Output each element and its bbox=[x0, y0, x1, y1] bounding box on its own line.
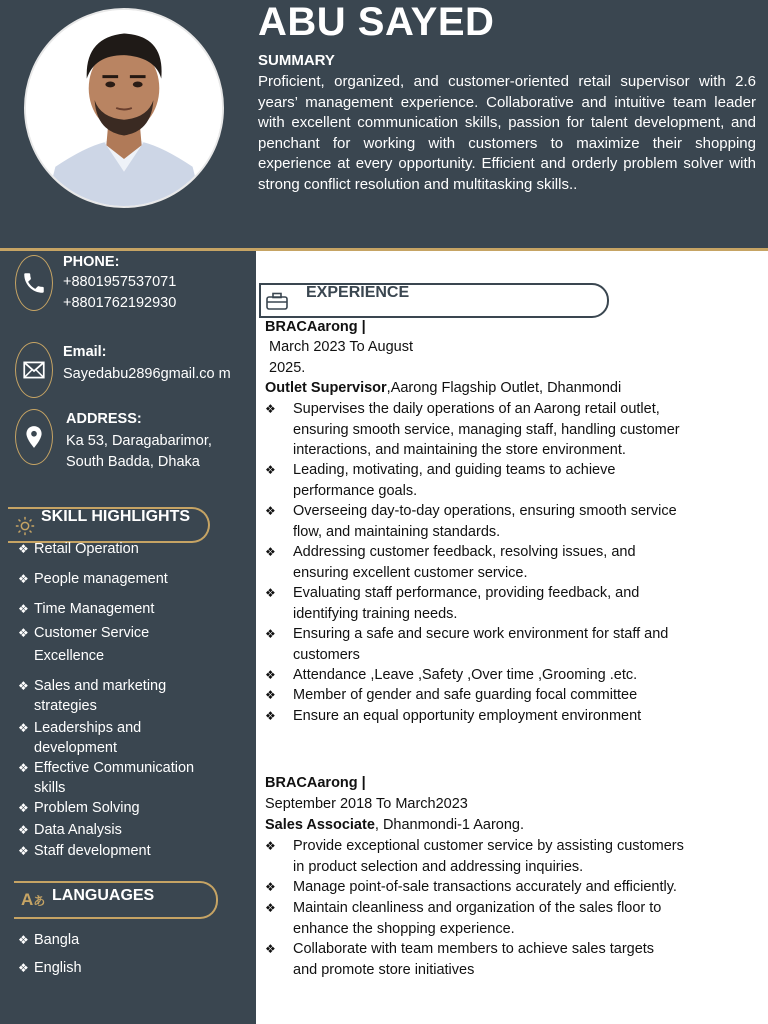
skill-item: ❖ Sales and marketing bbox=[18, 678, 167, 694]
profile-photo bbox=[24, 8, 224, 208]
job2-company: BRACAarong | bbox=[265, 775, 366, 791]
language-item: ❖ English bbox=[18, 960, 82, 976]
skill-item: ❖ Customer Service bbox=[18, 625, 150, 641]
job2-dates: September 2018 To March2023 bbox=[265, 796, 468, 812]
skill-item-continued: development bbox=[34, 740, 118, 756]
address-label: ADDRESS: bbox=[66, 411, 142, 427]
job1-location: ,Aarong Flagship Outlet, Dhanmondi bbox=[386, 380, 622, 396]
briefcase-icon bbox=[266, 292, 288, 310]
address-line-1: Ka 53, Daragabarimor, bbox=[66, 433, 212, 449]
job2-location: , Dhanmondi-1 Aarong. bbox=[374, 817, 525, 833]
gear-icon bbox=[14, 515, 36, 537]
sidebar bbox=[0, 251, 256, 1024]
phone-label: PHONE: bbox=[63, 254, 120, 270]
phone-number-2: +8801762192930 bbox=[63, 295, 177, 311]
languages-title: LANGUAGES bbox=[52, 887, 155, 904]
skill-item: ❖ Data Analysis bbox=[18, 822, 122, 838]
phone-icon bbox=[15, 255, 53, 311]
skill-item: ❖ Problem Solving bbox=[18, 800, 140, 816]
job1-dates-continued: 2025. bbox=[269, 360, 306, 376]
skill-item: ❖ Retail Operation bbox=[18, 541, 139, 557]
skill-item: ❖ Staff development bbox=[18, 843, 151, 859]
job2-role-line bbox=[265, 815, 524, 836]
skill-item-continued: strategies bbox=[34, 698, 97, 714]
candidate-name: ABU SAYED bbox=[258, 0, 495, 44]
mail-icon bbox=[15, 342, 53, 398]
skill-item: ❖ Effective Communication bbox=[18, 760, 195, 776]
email-label: Email: bbox=[63, 344, 107, 360]
skill-item: ❖ People management bbox=[18, 571, 168, 587]
job1-role: Outlet Supervisor bbox=[265, 380, 387, 396]
skill-item: ❖ Leaderships and bbox=[18, 720, 142, 736]
job1-dates: March 2023 To August bbox=[269, 339, 414, 355]
language-item: ❖ Bangla bbox=[18, 932, 80, 948]
skill-item-continued: Excellence bbox=[34, 648, 105, 664]
skills-title: SKILL HIGHLIGHTS bbox=[41, 508, 191, 525]
job1-role-line bbox=[265, 378, 621, 399]
email-address: Sayedabu2896gmail.co m bbox=[63, 366, 231, 382]
job2-role: Sales Associate bbox=[265, 817, 375, 833]
location-pin-icon bbox=[15, 409, 53, 465]
translate-icon: Aあ bbox=[21, 890, 46, 909]
job1-company: BRACAarong | bbox=[265, 319, 366, 335]
phone-number-1: +8801957537071 bbox=[63, 274, 177, 290]
skill-item-continued: skills bbox=[34, 780, 66, 796]
summary-text: Proficient, organized, and customer-oriented retail supervisor with 2.6 years’ management experience. Collaborative and intuitive team leader with excellent communication skills, passion for talent development, and penchant for working with customers to maximize their shopping experience at every opportunity. Efficient and orderly problem solver with strong conflict resolution and multitasking skills.. bbox=[258, 73, 756, 193]
summary-heading: SUMMARY bbox=[258, 52, 335, 69]
address-line-2: South Badda, Dhaka bbox=[66, 454, 200, 470]
skill-item: ❖ Time Management bbox=[18, 601, 155, 617]
experience-title: EXPERIENCE bbox=[306, 284, 410, 301]
